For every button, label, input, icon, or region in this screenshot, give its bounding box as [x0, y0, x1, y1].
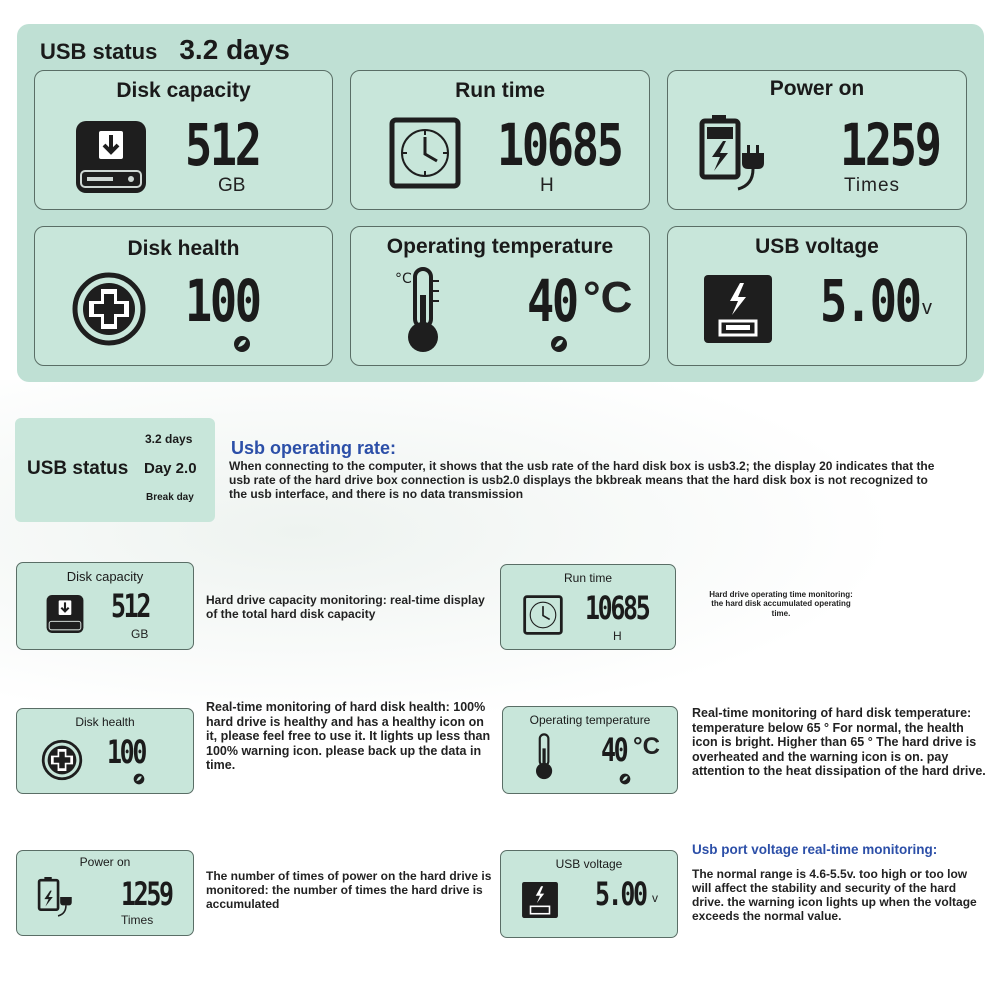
mini-power-on-value: 1259: [121, 875, 172, 913]
health-cross-icon: [41, 739, 83, 781]
clock-icon: [523, 595, 563, 635]
thermometer-icon: [529, 731, 557, 783]
mini-run-time-card: [500, 564, 676, 650]
usb-rate-description: When connecting to the computer, it shows that the usb rate of the hard disk box is usb3.2; the display 20 indicates that the usb rate of the hard drive box connection is usb2.0 displays the bkbreak means that the hard disk box is not recognized to the usb interface, and there is no data transmission: [229, 459, 935, 501]
mini-disk-capacity-title: Disk capacity: [66, 569, 144, 584]
usb-status-option-1: 3.2 days: [145, 432, 193, 446]
power-on-description: The number of times of power on the hard drive is monitored: the number of times the hard drive is accumulated: [206, 869, 492, 911]
disk-health-title: Disk health: [127, 237, 240, 260]
run-time-unit: H: [540, 175, 554, 196]
usb-status-option-2: Day 2.0: [144, 460, 197, 477]
usb-status-header: [40, 34, 290, 66]
mini-operating-temperature-title: Operating temperature: [529, 713, 651, 727]
mini-operating-temperature-card: [502, 706, 678, 794]
mini-usb-voltage-card: [500, 850, 678, 938]
operating-temperature-unit: °C: [583, 273, 633, 322]
mini-run-time-unit: H: [613, 629, 622, 643]
run-time-card: [350, 70, 650, 210]
mini-disk-health-card: [16, 708, 194, 794]
usb-rate-heading: Usb operating rate:: [231, 438, 397, 458]
temperature-status-icon: [619, 773, 631, 785]
power-on-value: 1259: [840, 111, 940, 179]
usb-voltage-heading: Usb port voltage real-time monitoring:: [692, 842, 938, 857]
usb-voltage-unit: v: [922, 297, 932, 319]
disk-capacity-value: 512: [185, 111, 260, 179]
power-on-title: Power on: [769, 77, 865, 100]
usb-status-label: USB status: [40, 39, 158, 64]
operating-temperature-title: Operating temperature: [386, 235, 614, 258]
usb-status-option-3: Break day: [146, 492, 194, 503]
operating-temperature-card: [350, 226, 650, 366]
usb-voltage-title: USB voltage: [755, 235, 879, 258]
mini-disk-capacity-card: [16, 562, 194, 650]
clock-icon: [389, 117, 461, 189]
disk-health-card: [34, 226, 333, 366]
usb-status-mini-panel: [15, 418, 215, 522]
mini-power-on-card: [16, 850, 194, 936]
usb-status-value: 3.2 days: [179, 34, 290, 65]
run-time-description: Hard drive operating time monitoring: the hard disk accumulated operating time.: [709, 590, 853, 618]
health-status-icon: [233, 335, 251, 353]
health-cross-icon: [71, 271, 147, 347]
mini-disk-capacity-unit: GB: [131, 627, 149, 641]
temperature-status-icon: [550, 335, 568, 353]
usb-voltage-value: 5.00: [820, 267, 920, 335]
usb-port-icon: [702, 273, 774, 345]
disk-health-value: 100: [185, 267, 260, 335]
hard-drive-icon: [73, 119, 149, 195]
run-time-title: Run time: [455, 79, 545, 102]
battery-plug-icon: [698, 113, 774, 193]
disk-capacity-unit: GB: [218, 175, 246, 196]
disk-capacity-description: Hard drive capacity monitoring: real-time display of the total hard disk capacity: [206, 593, 485, 621]
usb-voltage-card: [667, 226, 967, 366]
mini-disk-health-value: 100: [107, 733, 146, 771]
mini-run-time-value: 10685: [585, 589, 649, 627]
mini-operating-temperature-unit: °C: [633, 733, 660, 760]
hard-drive-icon: [45, 593, 85, 635]
disk-health-description: Real-time monitoring of hard disk health: 100% hard drive is healthy and has a healthy icon on it, please feel free to use it. It lights up less than 100% warning icon. please back up the data in time.: [206, 700, 491, 772]
operating-temperature-value: 40: [527, 267, 577, 335]
mini-disk-capacity-value: 512: [111, 587, 150, 625]
thermometer-icon: [395, 265, 447, 357]
mini-usb-voltage-unit: v: [652, 891, 658, 905]
disk-capacity-card: [34, 70, 333, 210]
usb-port-icon: [521, 881, 559, 919]
operating-temperature-description: Real-time monitoring of hard disk temperature: temperature below 65 ° For normal, the health icon is bright. Higher than 65 ° The hard drive is overheated and the warning icon is on. pay attention to the heat dissipation of the hard drive.: [692, 706, 986, 778]
run-time-value: 10685: [497, 111, 622, 179]
usb-status-mini-label: USB status: [27, 458, 129, 479]
svg-text:°C: °C: [395, 271, 412, 287]
mini-power-on-unit: Times: [121, 913, 154, 927]
mini-power-on-title: Power on: [79, 855, 131, 869]
mini-usb-voltage-value: 5.00: [595, 875, 646, 913]
mini-usb-voltage-title: USB voltage: [555, 857, 623, 871]
usb-voltage-description: The normal range is 4.6-5.5v. too high or too low will affect the stability and security of the hard drive. the warning icon lights up when the voltage exceeds the normal value.: [692, 867, 977, 923]
mini-operating-temperature-value: 40: [601, 731, 627, 769]
disk-capacity-title: Disk capacity: [116, 79, 251, 102]
mini-disk-health-title: Disk health: [75, 715, 135, 729]
power-on-unit: Times: [844, 175, 901, 196]
mini-run-time-title: Run time: [563, 571, 613, 585]
power-on-card: [667, 70, 967, 210]
health-status-icon: [133, 773, 145, 785]
battery-plug-icon: [37, 875, 77, 919]
